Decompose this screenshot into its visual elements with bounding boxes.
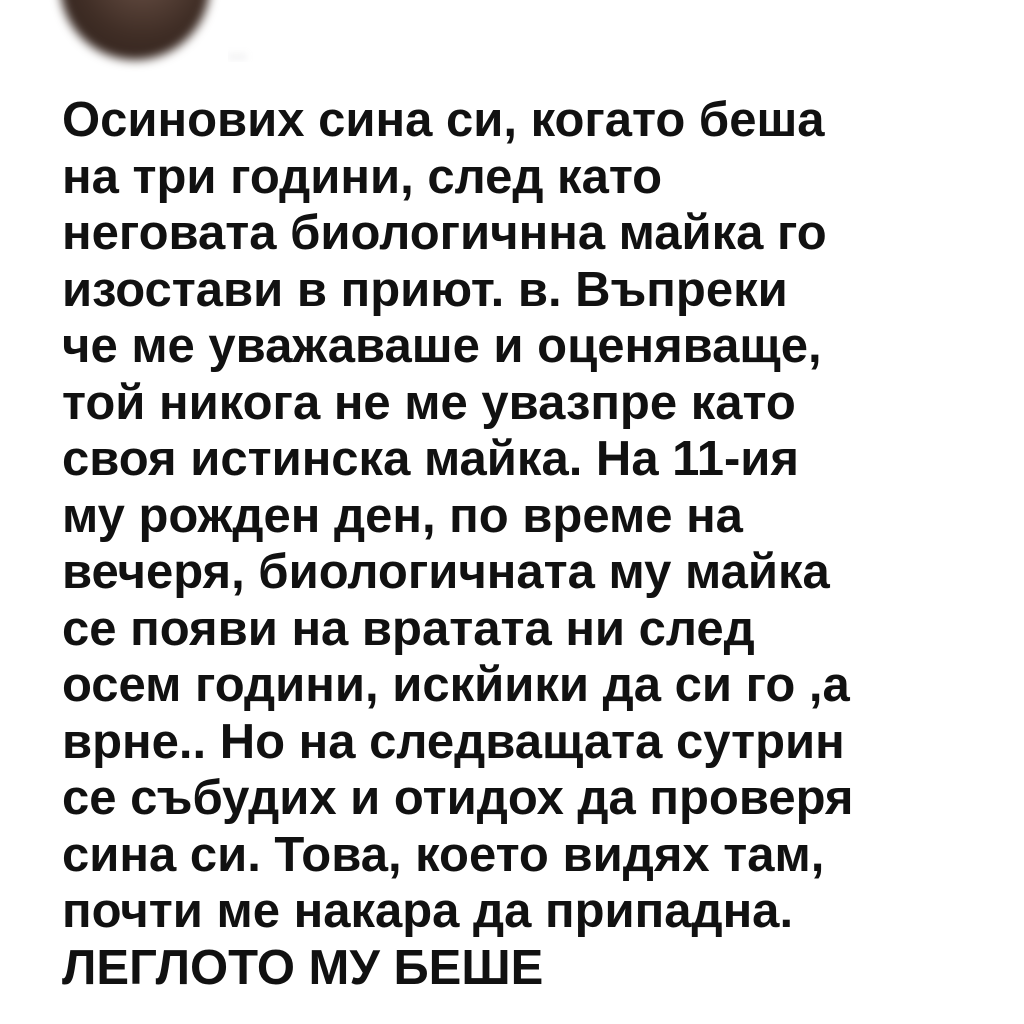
- author-name[interactable]: [228, 0, 868, 10]
- post-text-line: осем години, искйики да си го ,а: [62, 658, 850, 712]
- post-text: [62, 92, 982, 996]
- post-text-line: неговата биологичнна майка го: [62, 206, 827, 260]
- author-avatar[interactable]: [60, 0, 210, 60]
- post-text-line: се появи на вратата ни след: [62, 601, 755, 656]
- post-text-line: се събудих и отидох да проверя: [62, 771, 854, 825]
- post-text-line: почти ме накара да припадна.: [62, 884, 794, 938]
- post-text-line: своя истинска майка. На 11-ия: [62, 432, 800, 486]
- post-text-line: му рожден ден, по време на: [62, 488, 743, 543]
- post-text-line: че ме уважаваше и оценяваще,: [62, 319, 822, 373]
- post-text-line: вечеря, биологичната му майка: [62, 545, 830, 599]
- post-text-line: сина си. Това, което видях там,: [62, 827, 825, 882]
- post-text-line: изостави в приют. в. Въпреки: [62, 262, 788, 317]
- post-text-line: врне.. Но на следващата сутрин: [62, 714, 845, 769]
- post-timestamp: ...: [228, 38, 247, 62]
- post-text-line: той никога не ме увазпре като: [62, 375, 796, 430]
- post-text-line: ЛЕГЛОТО МУ БЕШЕ: [62, 940, 544, 995]
- post-text-line: на три години, след като: [62, 149, 663, 204]
- post-text-line: Осинових сина си, когато беша: [62, 93, 825, 147]
- post-meta: [228, 38, 448, 62]
